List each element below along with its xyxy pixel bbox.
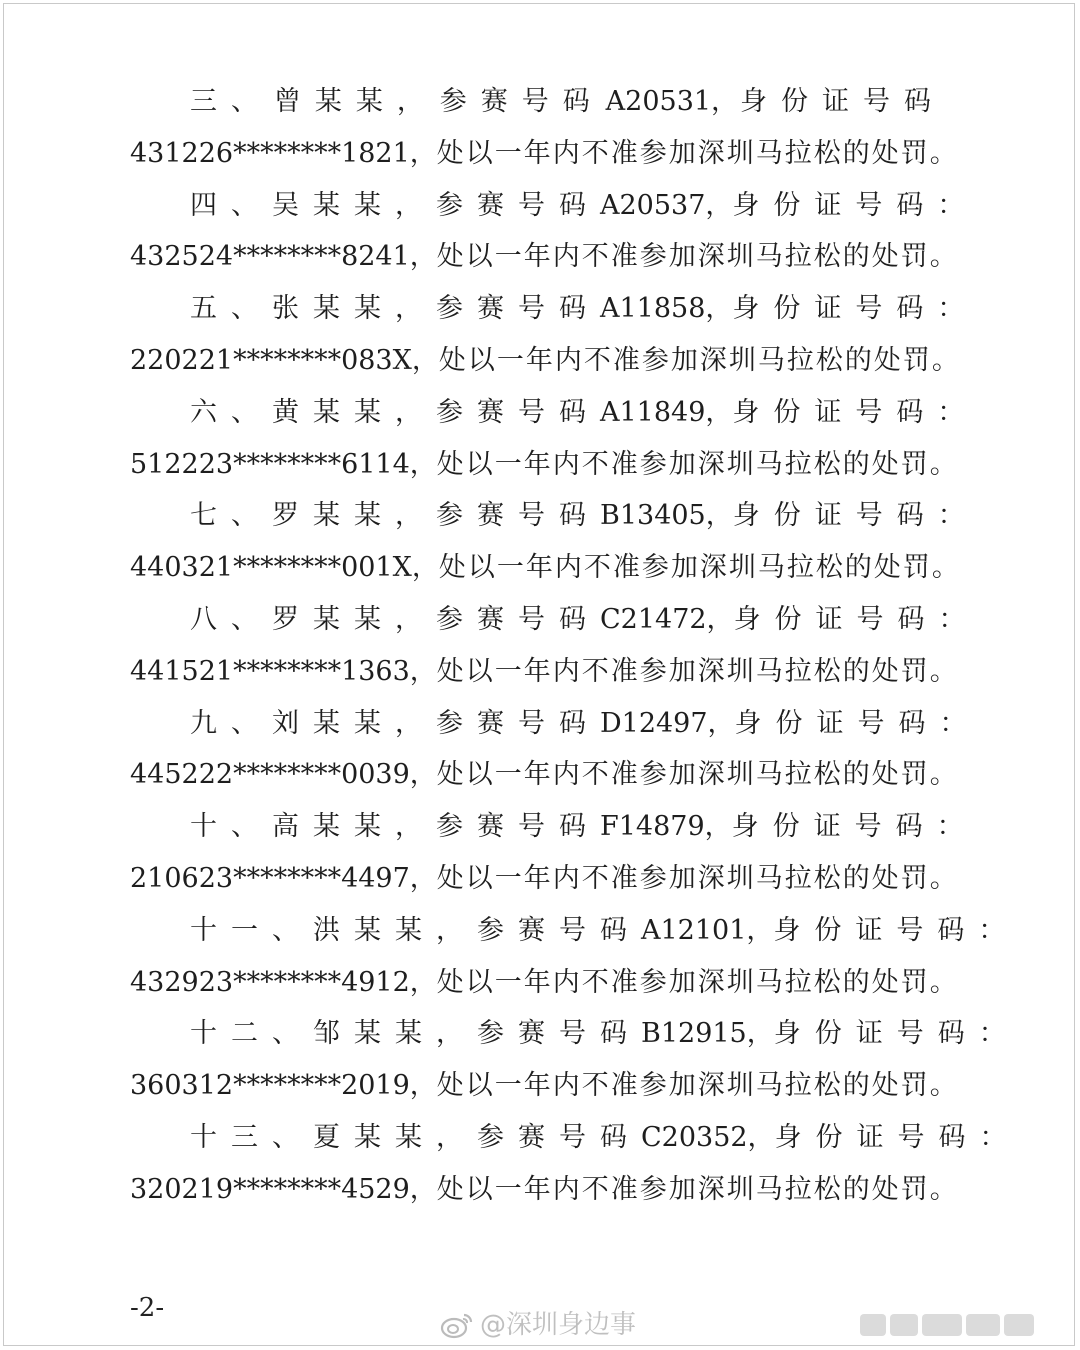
bib-label: 参赛号码 (436, 397, 600, 428)
entry-number: 七、 (190, 500, 272, 531)
id-label: 身份证号码： (732, 293, 979, 324)
id-number: 441521********1363， (130, 656, 437, 687)
id-label: 身份证号码： (732, 500, 979, 531)
entry-line-2 (130, 443, 959, 487)
entry-name: 曾某某， (273, 86, 438, 117)
entry-name: 张某某， (272, 293, 436, 324)
bib-number: B12915， (641, 1018, 774, 1049)
bib-number: A12101， (641, 915, 774, 946)
watermark-right-blurred (860, 1305, 1060, 1345)
entry-line-2 (130, 1064, 959, 1108)
id-number: 432524********8241， (130, 241, 437, 272)
watermark-text: @深圳身边事 (480, 1310, 637, 1340)
penalty-text: 处以一年内不准参加深圳马拉松的处罚。 (436, 863, 959, 894)
penalty-text: 处以一年内不准参加深圳马拉松的处罚。 (436, 656, 959, 687)
entry-line-2 (130, 339, 961, 383)
entry-name: 刘某某， (272, 708, 436, 739)
bib-label: 参赛号码 (436, 293, 600, 324)
entry-number: 十一、 (190, 915, 313, 946)
entry-number: 十、 (190, 811, 272, 842)
entry-line-1 (190, 287, 979, 331)
id-label: 身份证号码： (734, 708, 981, 739)
id-label: 身份证号码： (773, 915, 1020, 946)
penalty-text: 处以一年内不准参加深圳马拉松的处罚。 (436, 1070, 959, 1101)
id-label: 身份证号码： (774, 1122, 1021, 1153)
entry-line-2 (130, 1168, 959, 1212)
entry-line-2 (130, 753, 959, 797)
entry-number: 六、 (190, 397, 272, 428)
weibo-icon (440, 1310, 474, 1340)
bib-number: A20531， (605, 86, 739, 117)
watermark (440, 1305, 636, 1345)
entry-name: 罗某某， (272, 604, 436, 635)
entry-number: 五、 (190, 293, 272, 324)
entry-line-2 (130, 546, 961, 590)
id-number: 431226********1821， (130, 138, 437, 169)
entry-line-1 (190, 598, 980, 642)
entry-number: 三、 (190, 86, 272, 117)
entry-line-1 (190, 494, 979, 538)
id-label: 身份证号码： (732, 190, 979, 221)
id-label: 身份证号码： (773, 1018, 1020, 1049)
entry-number: 八、 (190, 604, 272, 635)
entry-line-2 (130, 961, 959, 1005)
entry-name: 洪某某， (313, 915, 477, 946)
bib-label: 参赛号码 (477, 915, 641, 946)
entry-line-1 (190, 909, 1020, 953)
entry-name: 吴某某， (272, 190, 436, 221)
bib-label: 参赛号码 (436, 500, 600, 531)
entry-line-1 (190, 80, 945, 124)
entry-line-1 (190, 184, 979, 228)
bib-label: 参赛号码 (436, 190, 600, 221)
entry-number: 十三、 (190, 1122, 313, 1153)
entry-number: 四、 (190, 190, 272, 221)
entry-line-2 (130, 132, 959, 176)
bib-number: F14879， (600, 811, 732, 842)
penalty-text: 处以一年内不准参加深圳马拉松的处罚。 (436, 1174, 959, 1205)
id-label: 身份证号码： (733, 604, 980, 635)
id-number: 440321********001X， (130, 552, 439, 583)
bib-number: C20352， (641, 1122, 775, 1153)
bib-number: A20537， (600, 190, 733, 221)
bib-number: A11849， (600, 397, 733, 428)
entry-number: 十二、 (190, 1018, 313, 1049)
id-number: 445222********0039， (130, 759, 437, 790)
bib-number: D12497， (600, 708, 735, 739)
penalty-text: 处以一年内不准参加深圳马拉松的处罚。 (438, 552, 961, 583)
id-number: 320219********4529， (130, 1174, 437, 1205)
bib-label: 参赛号码 (436, 604, 600, 635)
entry-line-2 (130, 650, 959, 694)
entry-line-1 (190, 805, 978, 849)
penalty-text: 处以一年内不准参加深圳马拉松的处罚。 (436, 967, 959, 998)
entry-name: 邹某某， (313, 1018, 477, 1049)
id-number: 210623********4497， (130, 863, 437, 894)
entry-name: 黄某某， (272, 397, 436, 428)
id-number: 512223********6114， (130, 449, 437, 480)
id-number: 220221********083X， (130, 345, 439, 376)
penalty-text: 处以一年内不准参加深圳马拉松的处罚。 (436, 449, 959, 480)
entry-number: 九、 (190, 708, 272, 739)
penalty-text: 处以一年内不准参加深圳马拉松的处罚。 (436, 759, 959, 790)
penalty-text: 处以一年内不准参加深圳马拉松的处罚。 (436, 241, 959, 272)
penalty-text: 处以一年内不准参加深圳马拉松的处罚。 (438, 345, 961, 376)
entry-line-1 (190, 391, 979, 435)
bib-number: A11858， (600, 293, 733, 324)
bib-label: 参赛号码 (477, 1018, 641, 1049)
entry-name: 夏某某， (313, 1122, 477, 1153)
page-number: -2- (130, 1293, 165, 1323)
entry-line-1 (190, 1012, 1020, 1056)
penalty-text: 处以一年内不准参加深圳马拉松的处罚。 (436, 138, 959, 169)
bib-label: 参赛号码 (439, 86, 604, 117)
entry-line-1 (190, 702, 981, 746)
id-label: 身份证号码： (731, 811, 978, 842)
entry-name: 高某某， (272, 811, 436, 842)
entry-line-2 (130, 235, 959, 279)
id-number: 432923********4912， (130, 967, 437, 998)
id-label: 身份证号码： (732, 397, 979, 428)
entry-line-2 (130, 857, 959, 901)
id-number: 360312********2019， (130, 1070, 437, 1101)
bib-label: 参赛号码 (436, 708, 600, 739)
bib-number: B13405， (600, 500, 733, 531)
bib-label: 参赛号码 (436, 811, 600, 842)
entry-line-1 (190, 1116, 1021, 1160)
bib-label: 参赛号码 (477, 1122, 641, 1153)
id-label: 身份证号码 (739, 86, 945, 117)
bib-number: C21472， (600, 604, 734, 635)
entry-name: 罗某某， (272, 500, 436, 531)
